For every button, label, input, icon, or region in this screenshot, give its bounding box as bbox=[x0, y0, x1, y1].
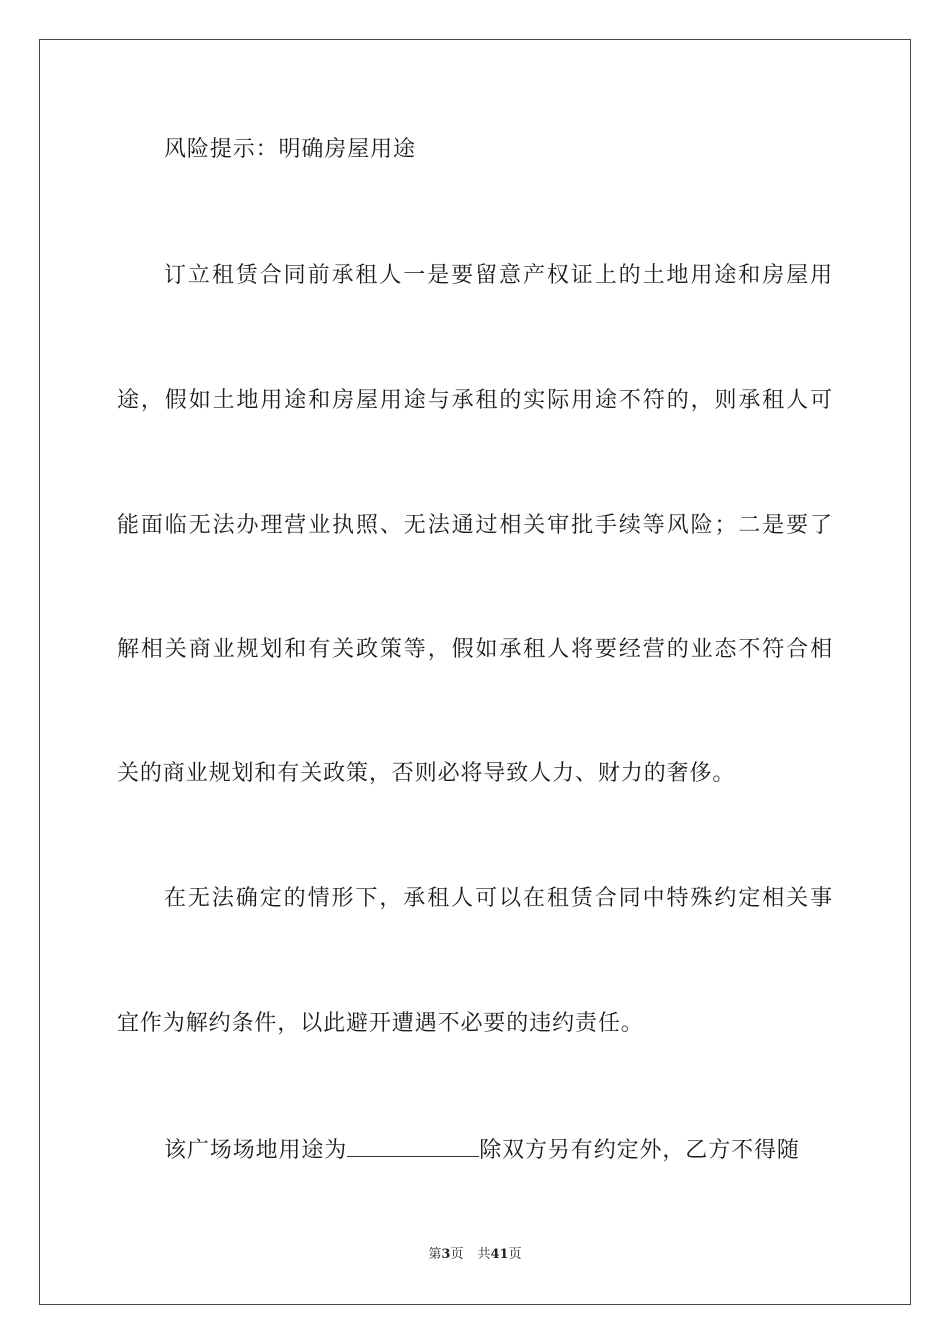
total-suffix: 页 bbox=[508, 1247, 522, 1262]
section-heading: 风险提示：明确房屋用途 bbox=[164, 137, 416, 162]
paragraph-line: 能面临无法办理营业执照、无法通过相关审批手续等风险；二是要了 bbox=[117, 513, 833, 538]
page-prefix: 第 bbox=[428, 1247, 442, 1262]
page-footer bbox=[0, 1246, 950, 1264]
paragraph-line: 宜作为解约条件，以此避开遭遇不必要的违约责任。 bbox=[117, 1011, 644, 1036]
total-prefix: 共 bbox=[477, 1247, 491, 1262]
clause-text-before: 该广场场地用途为 bbox=[164, 1138, 348, 1163]
fill-in-blank[interactable] bbox=[347, 1134, 479, 1157]
total-pages: 41 bbox=[490, 1247, 509, 1262]
page-border bbox=[39, 39, 911, 1305]
paragraph-line: 关的商业规划和有关政策，否则必将导致人力、财力的奢侈。 bbox=[117, 761, 736, 786]
paragraph-line: 在无法确定的情形下，承租人可以在租赁合同中特殊约定相关事 bbox=[164, 886, 833, 911]
page-suffix: 页 bbox=[450, 1247, 464, 1262]
paragraph-line: 解相关商业规划和有关政策等，假如承租人将要经营的业态不符合相 bbox=[117, 637, 833, 662]
clause-line bbox=[164, 1134, 833, 1162]
clause-text-after: 除双方另有约定外，乙方不得随 bbox=[479, 1138, 800, 1163]
paragraph-line: 订立租赁合同前承租人一是要留意产权证上的土地用途和房屋用 bbox=[164, 263, 833, 288]
paragraph-line: 途，假如土地用途和房屋用途与承租的实际用途不符的，则承租人可 bbox=[117, 388, 833, 413]
page-number: 3 bbox=[441, 1247, 451, 1262]
